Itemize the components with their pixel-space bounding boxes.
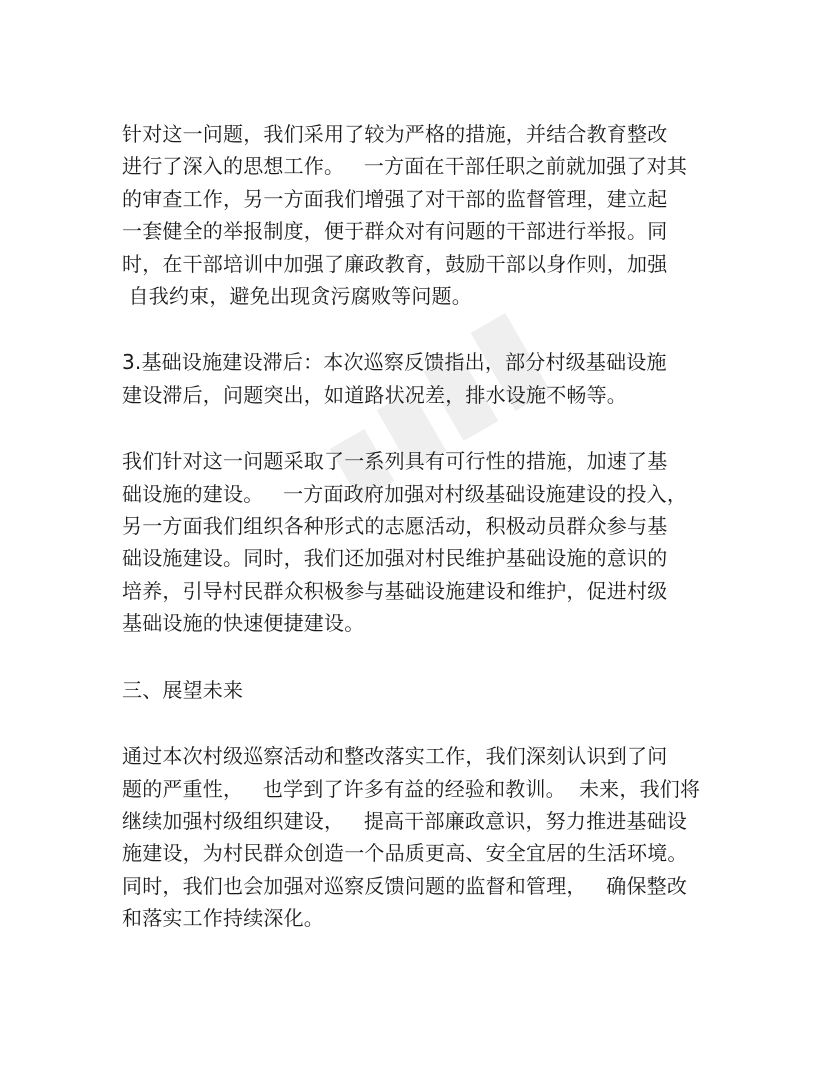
text-line: 础设施的建设。 一方面政府加强对村级基础设施建设的投入， xyxy=(122,481,688,506)
text-line: 针对这一问题，我们采用了较为严格的措施，并结合教育整改 xyxy=(122,122,668,146)
text-line: 自我约束，避免出现贪污腐败等问题。 xyxy=(122,284,472,309)
text-line: 继续加强村级组织建设， 提高干部廉政意识，努力推进基础设 xyxy=(122,808,688,833)
text-line: 础设施建设。同时，我们还加强对村民维护基础设施的意识的 xyxy=(122,546,668,571)
text-line: 的审查工作，另一方面我们增强了对干部的监督管理，建立起 xyxy=(122,186,668,211)
text-line: 一套健全的举报制度，便于群众对有问题的干部进行举报。同 xyxy=(122,219,668,244)
text-line: 通过本次村级巡察活动和整改落实工作，我们深刻认识到了问 xyxy=(122,744,668,769)
paragraph-spacer xyxy=(122,640,722,674)
text-line: 同时，我们也会加强对巡察反馈问题的监督和管理， 确保整改 xyxy=(122,873,688,898)
paragraph-measures-cadre xyxy=(122,118,722,312)
text-line: 题的严重性， 也学到了许多有益的经验和教训。 未来，我们将 xyxy=(122,776,701,801)
text-line: 另一方面我们组织各种形式的志愿活动，积极动员群众参与基 xyxy=(122,514,668,539)
heading-text: 三、展望未来 xyxy=(122,677,244,702)
text-line: 基础设施的快速便捷建设。 xyxy=(122,611,365,636)
paragraph-issue-infrastructure xyxy=(122,346,722,411)
paragraph-spacer xyxy=(122,706,722,740)
text-line: 建设滞后，问题突出，如道路状况差，排水设施不畅等。 xyxy=(122,382,627,407)
paragraph-measures-infrastructure xyxy=(122,445,722,639)
text-line: 和落实工作持续深化。 xyxy=(122,906,324,931)
text-line: 3.基础设施建设滞后：本次巡察反馈指出，部分村级基础设施 xyxy=(122,350,667,375)
document-page xyxy=(122,118,722,935)
paragraph-spacer xyxy=(122,312,722,346)
paragraph-outlook xyxy=(122,740,722,934)
paragraph-spacer xyxy=(122,411,722,445)
text-line: 我们针对这一问题采取了一系列具有可行性的措施，加速了基 xyxy=(122,449,668,474)
text-line: 施建设，为村民群众创造一个品质更高、安全宜居的生活环境。 xyxy=(122,841,688,866)
text-line: 时，在干部培训中加强了廉政教育，鼓励干部以身作则，加强 xyxy=(122,251,668,276)
text-line: 培养，引导村民群众积极参与基础设施建设和维护，促进村级 xyxy=(122,578,668,603)
section-heading xyxy=(122,674,722,706)
text-line: 进行了深入的思想工作。 一方面在干部任职之前就加强了对其 xyxy=(122,154,688,179)
